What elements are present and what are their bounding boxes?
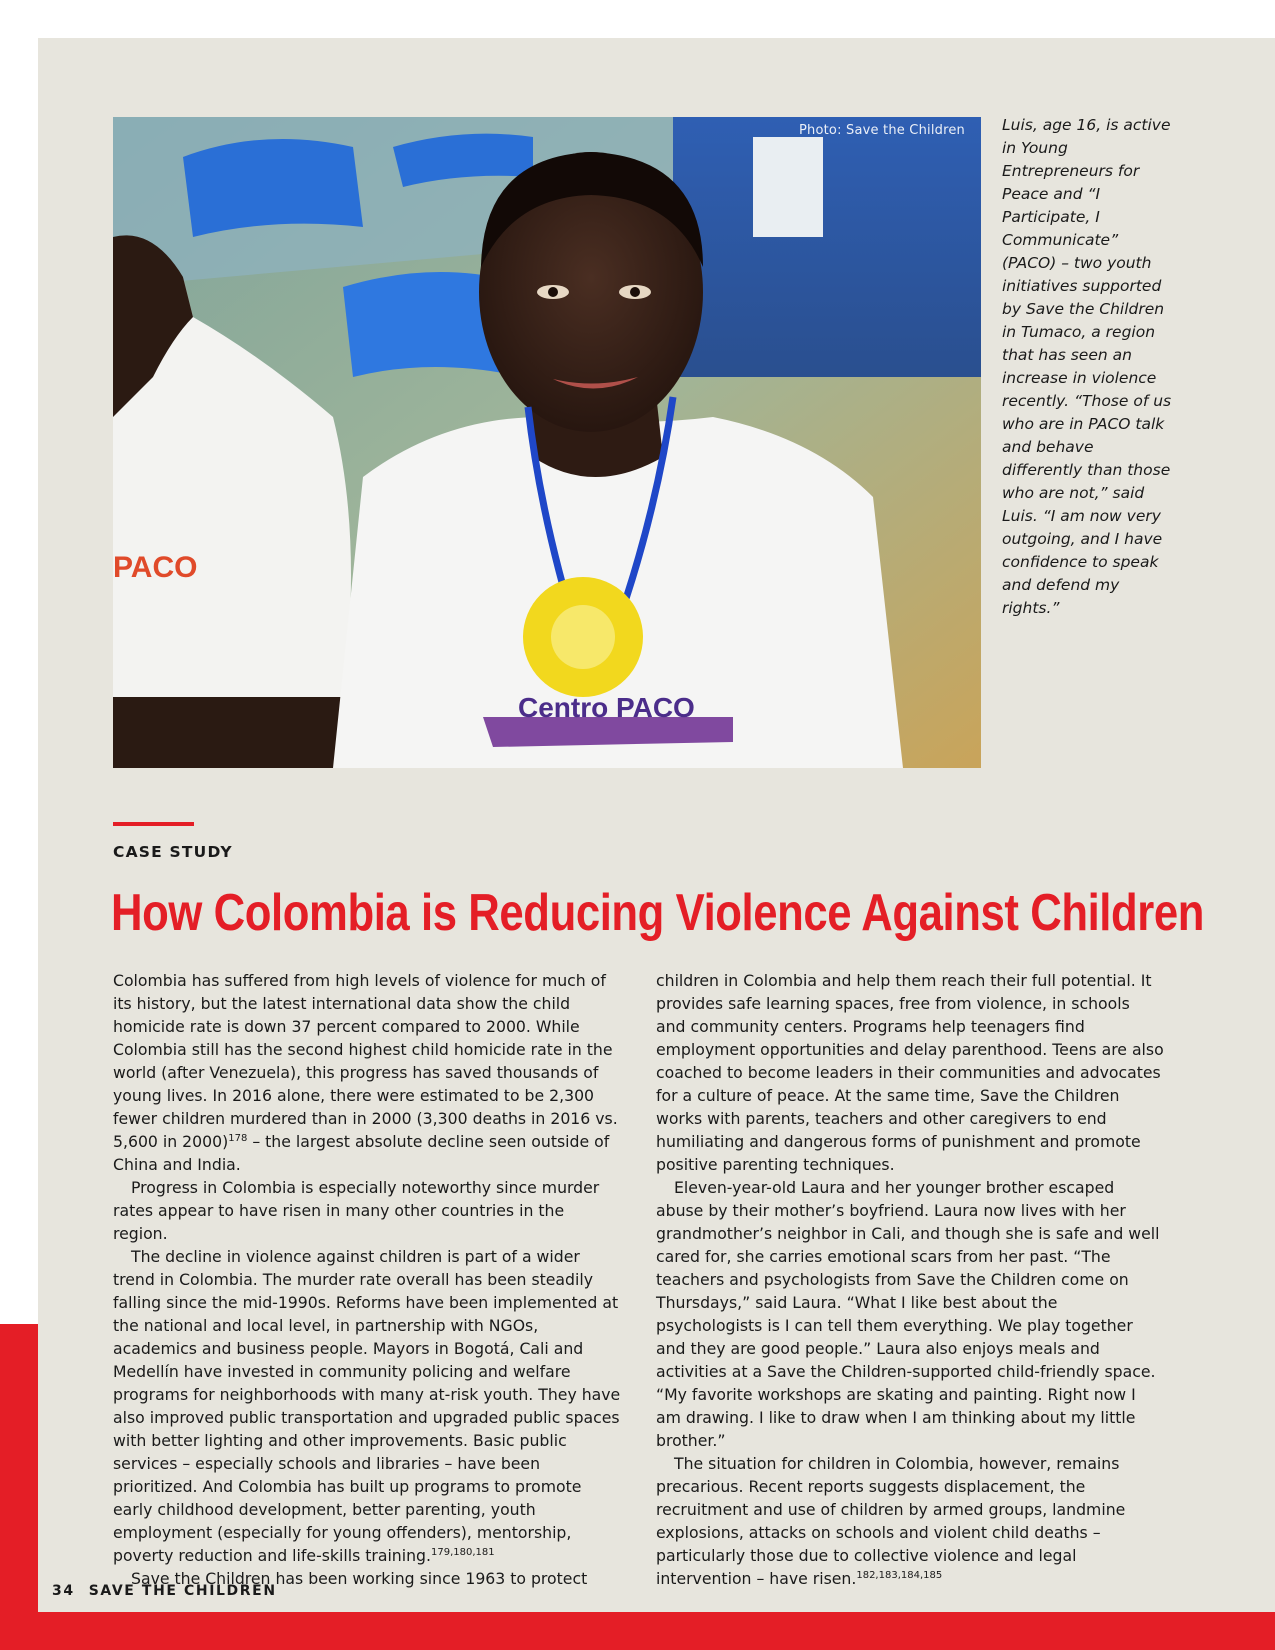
citation: 179,180,181 [431,1546,495,1558]
boy-pupil [548,287,558,297]
article-headline: How Colombia is Reducing Violence Against Children [111,884,1204,942]
paragraph-text: The situation for children in Colombia, however, remains precarious. Recent reports suggests displacement, the recruitment and use of children by armed groups, landmine explosions, attacks on schools and violent child deaths – particularly those due to collective violence and legal intervention – have risen. [656,1454,1126,1588]
paragraph: Save the Children has been working since 1963 to protect [131,1569,588,1588]
paragraph-text: The decline in violence against children is part of a wider trend in Colombia. The murder rate overall has been steadily falling since the mid-1990s. Reforms have been implemented at the national and local level, in partnership with NGOs, academics and business people. Mayors in Bogotá, Cali and Medellín have invested in community policing and welfare programs for neighborhoods with many at-risk youth. They have also improved public transportation and upgraded public spaces with better lighting and other improvements. Basic public services – especially schools and libraries – have been prioritized. And Colombia has built up programs to promote early childhood development, better parenting, youth employment (especially for young offenders), mentorship, poverty reduction and life-skills training. [113,1247,621,1565]
paragraph-text: – the largest absolute decline seen outside of China and India. [113,1132,610,1174]
paragraph-text: Colombia has suffered from high levels of violence for much of its history, but the latest international data show the child homicide rate is down 37 percent compared to 2000. While Colombia still has the second highest child homicide rate in the world (after Venezuela), this progress has saved thousands of young lives. In 2016 alone, there were estimated to be 2,300 fewer children murdered than in 2000 (3,300 deaths in 2016 vs. 5,600 in 2000) [113,971,618,1151]
article-column-left [113,969,621,1590]
article-column-right [656,969,1164,1590]
left-person-lower [113,697,353,768]
photo-luis [113,117,981,768]
red-side-bar [0,1324,38,1650]
page-number: 34 [52,1583,75,1599]
boy-pupil [630,287,640,297]
blue-wall [673,117,981,377]
citation: 182,183,184,185 [856,1569,943,1581]
white-column [753,137,823,237]
paragraph [656,1452,1164,1590]
paragraph: Eleven-year-old Laura and her younger brother escaped abuse by their mother’s boyfriend. Laura now lives with her grandmother’s neighbor in Cali, and though she is safe and well cared for, she carries emotional scars from her past. “The teachers and psychologists from Save the Children come on Thursdays,” said Laura. “What I like best about the psychologists is I can tell them everything. We play together and they are good people.” Laura also enjoys meals and activities at a Save the Children-supported child-friendly space. “My favorite workshops are skating and painting. Right now I am drawing. I like to draw when I am thinking about my little brother.” [656,1178,1160,1450]
blue-chair [183,139,363,237]
accent-rule [113,822,194,826]
page-footer [52,1583,277,1599]
photo-credit: Photo: Save the Children [799,123,965,138]
paragraph [113,969,621,1176]
paragraph: Progress in Colombia is especially noteworthy since murder rates appear to have risen in many other countries in the region. [113,1178,600,1243]
photo-illustration [113,117,981,768]
paragraph [113,1245,621,1567]
citation: 178 [228,1132,248,1144]
photo-caption: Luis, age 16, is active in Young Entrepreneurs for Peace and “I Participate, I Communicate” (PACO) – two youth initiatives supported by Save the Children in Tumaco, a region that has seen an increase in violence recently. “Those of us who are in PACO talk and behave differently than those who are not,” said Luis. “I am now very outgoing, and I have confidence to speak and defend my rights.” [1002,116,1172,617]
sleeve-print: PACO [113,551,198,584]
shirt-sun-center [551,605,615,669]
publication-name: SAVE THE CHILDREN [88,1583,277,1599]
red-bottom-bar [0,1612,1275,1650]
section-kicker: CASE STUDY [113,843,233,861]
shirt-print: Centro PACO [518,692,695,723]
paragraph: children in Colombia and help them reach their full potential. It provides safe learning spaces, free from violence, in schools and community centers. Programs help teenagers find employment opportunities and delay parenthood. Teens are also coached to become leaders in their communities and advocates for a culture of peace. At the same time, Save the Children works with parents, teachers and other caregivers to end humiliating and dangerous forms of punishment and promote positive parenting techniques. [656,971,1164,1174]
